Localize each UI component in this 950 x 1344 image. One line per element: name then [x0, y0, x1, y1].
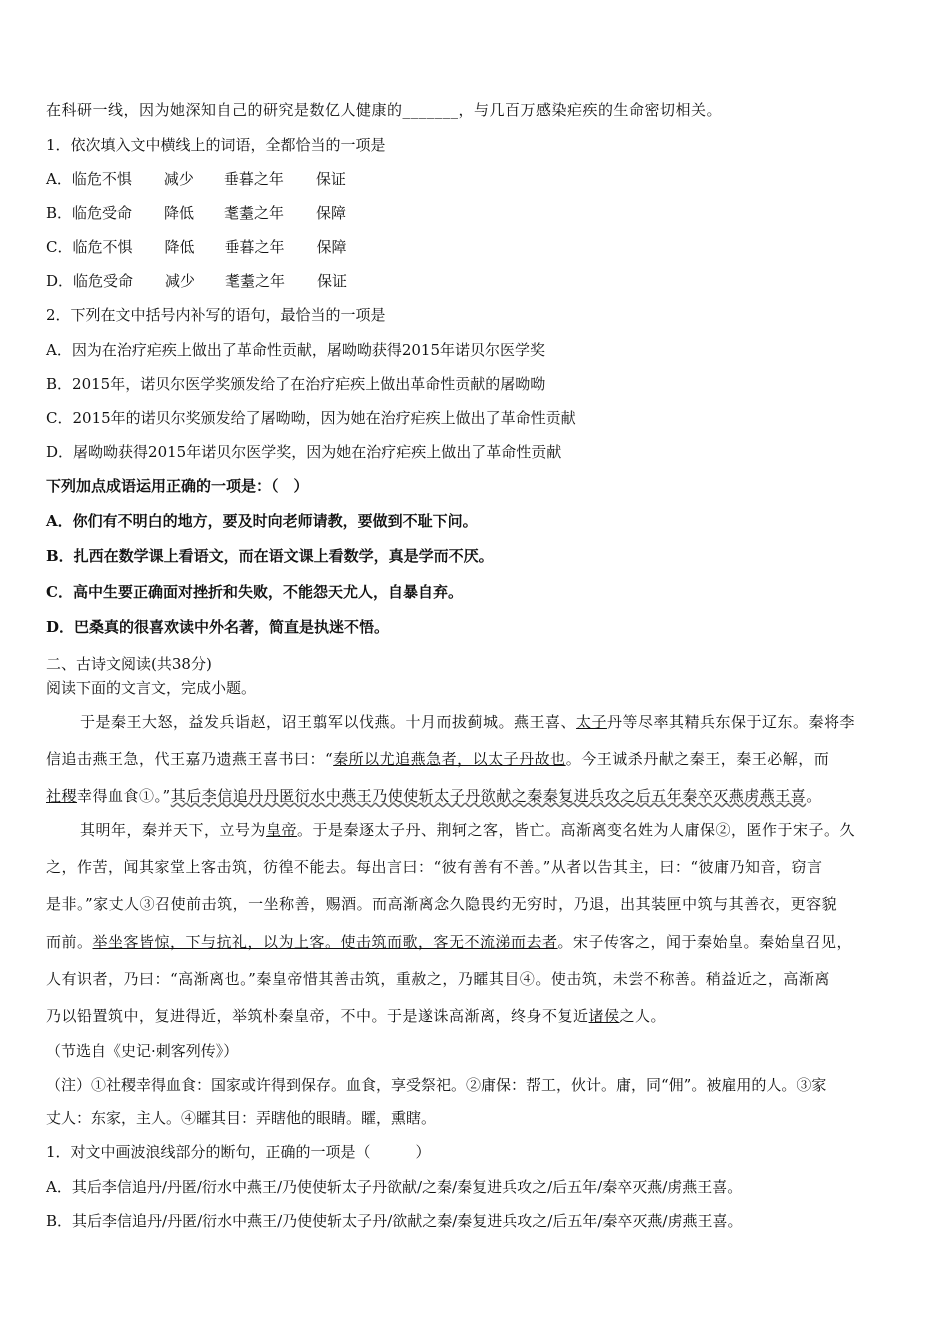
q1-option-c[interactable]	[46, 237, 904, 257]
underlined-sentence: 举坐客皆惊，下与抗礼，以为上客。使击筑而歌，客无不流涕而去者	[92, 933, 558, 951]
underlined-term: 诸侯	[588, 1007, 620, 1025]
text-run: 丹等尽率其精兵东保于辽东。秦将李	[607, 713, 856, 731]
q3-option-b[interactable]: B．扎西在数学课上看语文，而在语文课上看数学，真是学而不厌。	[46, 547, 494, 565]
passage-line: 之，作苦，闻其家堂上客击筑，彷徨不能去。每出言曰：“彼有善有不善。”从者以告其主，曰：“彼庸乃知音，窃言	[46, 858, 823, 876]
text-run: 其明年，秦并天下，立号为	[80, 821, 267, 839]
text-run: 而前。	[46, 933, 93, 951]
underlined-term: 社稷	[46, 787, 78, 805]
option-word: 减少	[165, 272, 196, 290]
q1-stem: 1．依次填入文中横线上的词语，全都恰当的一项是	[46, 136, 386, 154]
option-word: 临危受命	[73, 272, 134, 290]
option-word: 保障	[316, 204, 347, 222]
option-word: 垂暮之年	[223, 170, 284, 188]
option-word: 临危受命	[72, 204, 133, 222]
text-run: 。	[806, 787, 822, 805]
text-run: 信追击燕王急，代王嘉乃遗燕王喜书曰：“	[46, 750, 334, 768]
q2-stem: 2．下列在文中括号内补写的语句，最恰当的一项是	[46, 306, 386, 324]
text-run: 之人。	[619, 1007, 667, 1025]
option-word: 降低	[164, 204, 195, 222]
passage-line	[46, 749, 904, 769]
passage-line	[46, 932, 904, 952]
q4-option-b[interactable]: B．其后李信追丹/丹匿/衍水中燕王/乃使使斩太子丹/欲献之秦/秦复进兵攻之/后五年/秦卒灭燕/虏燕王喜。	[46, 1212, 743, 1230]
option-label: D．	[46, 272, 74, 290]
option-label: A．	[46, 170, 72, 188]
option-word: 降低	[164, 238, 195, 256]
section-title: 二、古诗文阅读(共38分)	[46, 655, 212, 673]
q3-stem: 下列加点成语运用正确的一项是：（ ）	[46, 477, 309, 495]
section-instruction: 阅读下面的文言文，完成小题。	[46, 679, 257, 697]
option-label: C．	[46, 238, 73, 256]
q2-option-a[interactable]: A．因为在治疗疟疾上做出了革命性贡献，屠呦呦获得2015年诺贝尔医学奖	[46, 341, 546, 359]
text-run: 乃以铅置筑中，复进得近，举筑朴秦皇帝，不中。于是遂诛高渐离，终身不复近	[46, 1007, 589, 1025]
option-label: B．	[46, 204, 73, 222]
q3-option-c[interactable]: C．高中生要正确面对挫折和失败，不能怨天尤人，自暴自弃。	[46, 583, 463, 601]
text-run: 。宋子传客之，闻于秦始皇。秦始皇召见，	[557, 933, 853, 951]
text-run: 于是秦王大怒，益发兵诣赵，诏王翦军以伐燕。十月而拔蓟城。燕王喜、	[80, 713, 577, 731]
underlined-sentence: 秦所以尤追燕急者，以太子丹故也	[333, 750, 566, 768]
option-word: 减少	[163, 170, 194, 188]
q3-option-d[interactable]: D．巴桑真的很喜欢读中外名著，简直是执迷不悟。	[46, 618, 390, 636]
notes-line: （注）①社稷幸得血食：国家或许得到保存。血食，享受祭祀。②庸保：帮工，伙计。庸，同“佣”。被雇用的人。③家	[46, 1076, 827, 1094]
wavy-underlined-sentence: 其后李信追丹丹匿衍水中燕王乃使使斩太子丹欲献之秦秦复进兵攻之后五年秦卒灭燕虏燕王喜	[170, 787, 807, 805]
passage-line	[46, 786, 904, 806]
option-word: 耄耋之年	[225, 272, 286, 290]
q1-option-a[interactable]	[46, 169, 904, 189]
passage-source: （节选自《史记·刺客列传》）	[46, 1042, 239, 1060]
q2-option-d[interactable]: D．屠呦呦获得2015年诺贝尔医学奖，因为她在治疗疟疾上做出了革命性贡献	[46, 443, 562, 461]
q2-option-c[interactable]: C．2015年的诺贝尔奖颁发给了屠呦呦，因为她在治疗疟疾上做出了革命性贡献	[46, 409, 576, 427]
passage-line	[80, 820, 904, 840]
q2-option-b[interactable]: B．2015年，诺贝尔医学奖颁发给了在治疗疟疾上做出革命性贡献的屠呦呦	[46, 375, 546, 393]
text-run: 。于是秦逐太子丹、荆轲之客，皆亡。高渐离变名姓为人庸保②，匿作于宋子。久	[297, 821, 856, 839]
intro-line: 在科研一线，因为她深知自己的研究是数亿人健康的_______，与几百万感染疟疾的生命密切相关。	[46, 101, 723, 119]
option-word: 临危不惧	[71, 170, 132, 188]
option-word: 耄耋之年	[224, 204, 285, 222]
underlined-term: 皇帝	[266, 821, 298, 839]
q1-option-b[interactable]	[46, 203, 904, 223]
option-word: 保证	[315, 170, 346, 188]
underlined-term: 太子	[576, 713, 608, 731]
passage-line: 人有识者，乃曰：“高渐离也。”秦皇帝惜其善击筑，重赦之，乃矐其目④。使击筑，未尝不称善。稍益近之，高渐离	[46, 970, 830, 988]
option-word: 垂暮之年	[224, 238, 285, 256]
text-run: 。今王诚杀丹献之秦王，秦王必解，而	[565, 750, 830, 768]
text-run: 幸得血食①。”	[77, 787, 171, 805]
passage-line	[46, 1006, 904, 1026]
passage-line	[80, 712, 904, 732]
notes-line: 丈人：东家，主人。④矐其目：弄瞎他的眼睛。矐，熏瞎。	[46, 1109, 437, 1127]
option-word: 保障	[316, 238, 347, 256]
q1-option-d[interactable]	[46, 271, 904, 291]
passage-line: 是非。”家丈人③召使前击筑，一坐称善，赐酒。而高渐离念久隐畏约无穷时，乃退，出其装匣中筑与其善衣，更容貌	[46, 895, 838, 913]
q4-stem: 1．对文中画波浪线部分的断句，正确的一项是（ ）	[46, 1143, 431, 1161]
option-word: 保证	[317, 272, 348, 290]
q3-option-a[interactable]: A．你们有不明白的地方，要及时向老师请教，要做到不耻下问。	[46, 512, 478, 530]
option-word: 临危不惧	[72, 238, 133, 256]
q4-option-a[interactable]: A．其后李信追丹/丹匿/衍水中燕王/乃使使斩太子丹欲献/之秦/秦复进兵攻之/后五年/秦卒灭燕/虏燕王喜。	[46, 1178, 743, 1196]
